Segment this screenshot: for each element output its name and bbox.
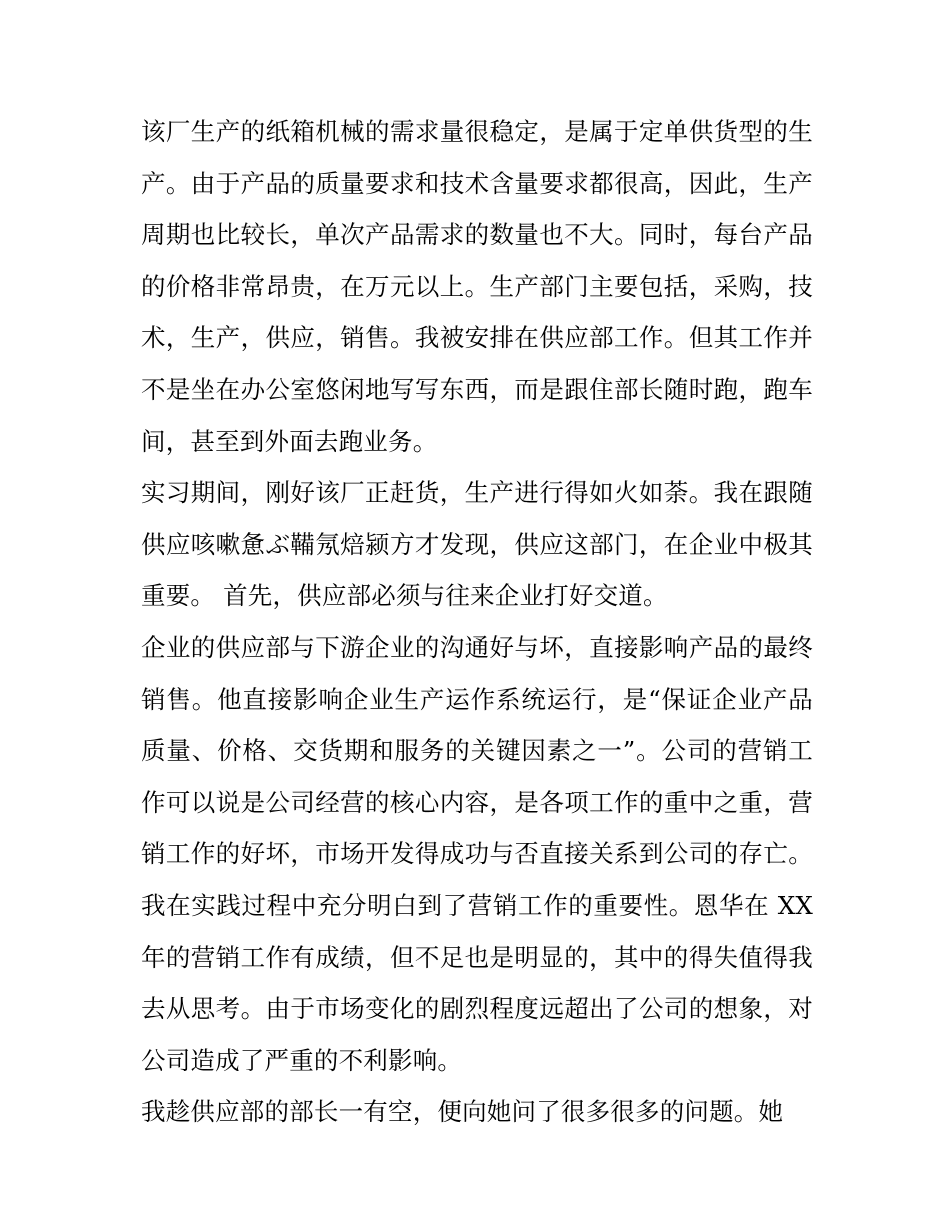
paragraph-4	[141, 1086, 813, 1138]
text-line: 不是坐在办公室悠闲地写写东西，而是跟住部长随时跑，跑车	[141, 374, 813, 404]
text-line: 作可以说是公司经营的核心内容，是各项工作的重中之重，营	[141, 787, 813, 817]
text-line: 的价格非常昂贵，在万元以上。生产部门主要包括，采购，技	[141, 271, 813, 301]
text-line: 术，生产，供应，销售。我被安排在供应部工作。但其工作并	[141, 323, 813, 353]
text-line: 供应咳嗽惫ぶ鞴氖焙颍方才发现，供应这部门，在企业中极其	[141, 529, 813, 559]
paragraph-3	[141, 622, 813, 1086]
paragraph-1	[141, 106, 813, 467]
text-line: 年的营销工作有成绩，但不足也是明显的，其中的得失值得我	[141, 942, 813, 972]
text-line: 我在实践过程中充分明白到了营销工作的重要性。恩华在 XX	[141, 890, 813, 920]
text-line: 去从思考。由于市场变化的剧烈程度远超出了公司的想象，对	[141, 994, 813, 1024]
document-body	[141, 106, 813, 1138]
text-line: 实习期间，刚好该厂正赶货，生产进行得如火如荼。我在跟随	[141, 478, 813, 508]
text-line: 公司造成了严重的不利影响。	[141, 1045, 463, 1075]
text-line: 我趁供应部的部长一有空，便向她问了很多很多的问题。她	[141, 1097, 784, 1127]
text-line: 周期也比较长，单次产品需求的数量也不大。同时，每台产品	[141, 220, 813, 250]
text-line: 重要。 首先，供应部必须与往来企业打好交道。	[141, 581, 668, 611]
text-line: 销工作的好坏，市场开发得成功与否直接关系到公司的存亡。	[141, 839, 813, 869]
text-line: 间，甚至到外面去跑业务。	[141, 426, 438, 456]
paragraph-2	[141, 467, 813, 622]
text-line: 产。由于产品的质量要求和技术含量要求都很高，因此，生产	[141, 168, 813, 198]
text-line: 该厂生产的纸箱机械的需求量很稳定，是属于定单供货型的生	[141, 117, 813, 146]
text-line: 销售。他直接影响企业生产运作系统运行，是“保证企业产品	[141, 684, 813, 714]
text-line: 企业的供应部与下游企业的沟通好与坏，直接影响产品的最终	[141, 632, 813, 662]
text-line: 质量、价格、交货期和服务的关键因素之一”。公司的营销工	[141, 736, 813, 766]
